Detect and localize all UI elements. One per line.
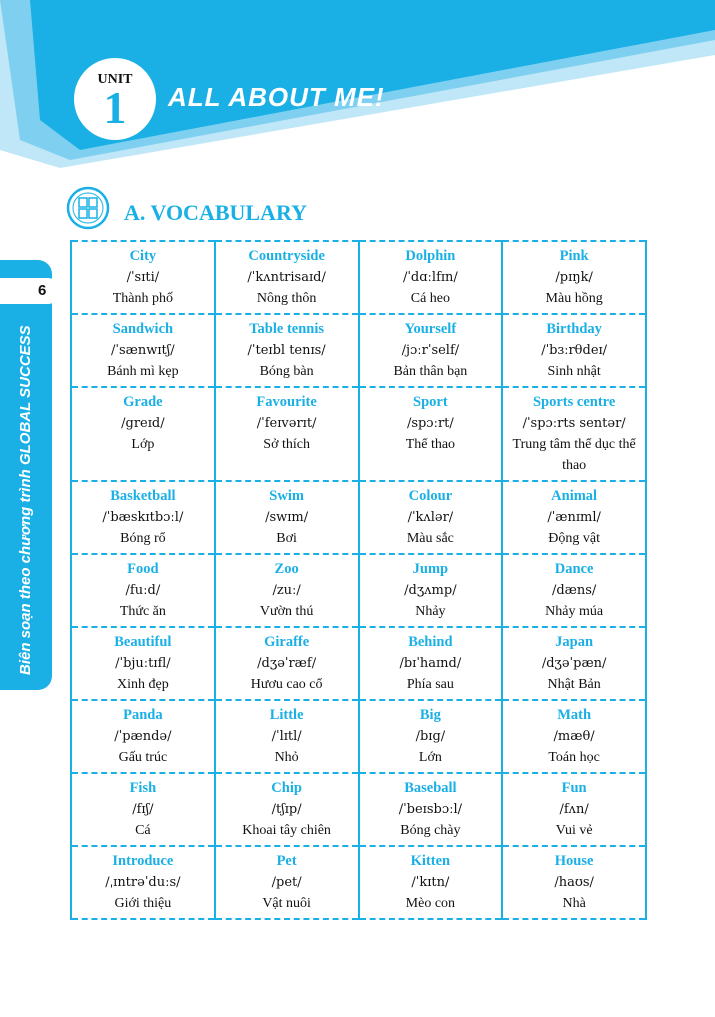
vocab-meaning: Phía sau xyxy=(406,677,454,692)
vocab-meaning: Xinh đẹp xyxy=(117,677,169,692)
vocab-ipa: /dæns/ xyxy=(551,583,597,598)
vocab-ipa: /ˈpændə/ xyxy=(114,729,172,744)
vocab-word: Giraffe xyxy=(264,634,310,650)
vocab-cell xyxy=(359,846,503,919)
vocab-cell xyxy=(215,481,359,554)
vocab-word: Introduce xyxy=(112,853,174,869)
vocab-word: House xyxy=(554,853,594,869)
vocab-ipa: /dʒʌmp/ xyxy=(404,583,457,598)
vocab-cell xyxy=(215,314,359,387)
vocab-ipa: /fʌn/ xyxy=(559,802,589,817)
vocab-ipa: /bɪg/ xyxy=(415,729,446,744)
vocab-meaning: Nông thôn xyxy=(256,291,317,306)
vocabulary-table-body xyxy=(71,241,646,919)
vocab-cell xyxy=(502,700,646,773)
vocab-cell xyxy=(71,314,215,387)
vocab-word: Math xyxy=(557,707,592,723)
vocab-word: Big xyxy=(419,707,441,723)
table-row xyxy=(71,700,646,773)
vocab-word: City xyxy=(129,248,157,264)
vocab-cell xyxy=(502,554,646,627)
vocab-cell xyxy=(502,773,646,846)
vocab-word: Food xyxy=(127,561,159,577)
vocab-word: Sandwich xyxy=(112,321,174,337)
vocab-word: Behind xyxy=(408,634,453,650)
vocab-word: Fun xyxy=(561,780,587,796)
table-row xyxy=(71,314,646,387)
vocab-meaning: Lớp xyxy=(131,437,155,452)
vocab-word: Animal xyxy=(551,488,598,504)
vocab-ipa: /pet/ xyxy=(271,875,302,890)
vocab-meaning: Nhật Bản xyxy=(547,677,601,692)
vocab-meaning: Hươu cao cổ xyxy=(250,677,323,692)
vocab-meaning: Vui vẻ xyxy=(555,823,593,838)
vocab-word: Dolphin xyxy=(405,248,456,264)
vocabulary-table xyxy=(70,240,647,920)
vocab-cell xyxy=(502,846,646,919)
table-row xyxy=(71,387,646,481)
vocab-word: Fish xyxy=(129,780,157,796)
vocab-meaning: Cá xyxy=(135,823,151,838)
vocab-cell xyxy=(215,627,359,700)
vocab-ipa: /zuː/ xyxy=(272,583,301,598)
vocab-ipa: /ˈsɪti/ xyxy=(126,270,160,285)
vocab-meaning: Màu hồng xyxy=(545,291,603,306)
vocab-word: Yourself xyxy=(404,321,457,337)
table-row xyxy=(71,554,646,627)
vocab-meaning: Màu sắc xyxy=(406,531,454,546)
vocab-meaning: Bánh mì kẹp xyxy=(107,364,179,379)
vocab-ipa: /swɪm/ xyxy=(265,510,309,525)
vocab-meaning: Nhà xyxy=(562,896,586,911)
vocab-cell xyxy=(71,387,215,481)
vocab-ipa: /dʒəˈpæn/ xyxy=(541,656,607,671)
vocab-word: Countryside xyxy=(248,248,325,264)
vocab-ipa: /ˈlɪtl/ xyxy=(271,729,302,744)
vocab-word: Pink xyxy=(559,248,589,264)
vocab-ipa: /ˈkʌntrisaɪd/ xyxy=(247,270,326,285)
vocab-ipa: /mæθ/ xyxy=(553,729,595,744)
page-number-box xyxy=(0,278,58,304)
vocab-meaning: Bản thân bạn xyxy=(393,364,468,379)
vocab-cell xyxy=(359,314,503,387)
vocab-meaning: Thức ăn xyxy=(119,604,166,619)
vocab-ipa: /ˈteɪbl tenɪs/ xyxy=(247,343,326,358)
vocab-cell xyxy=(71,846,215,919)
vocab-meaning: Sở thích xyxy=(263,437,310,452)
vocab-meaning: Vườn thú xyxy=(259,604,314,619)
vocab-ipa: /ˈbæskɪtbɔːl/ xyxy=(102,510,184,525)
vocab-ipa: /ˈbjuːtɪfl/ xyxy=(115,656,171,671)
vocab-word: Grade xyxy=(123,394,163,410)
vocab-cell xyxy=(71,241,215,314)
vocabulary-icon xyxy=(66,186,110,230)
book-title-vertical: Biên soạn theo chương trình GLOBAL SUCCESS xyxy=(17,325,34,675)
vocab-meaning: Bóng rổ xyxy=(120,531,166,546)
vocab-meaning: Nhảy xyxy=(415,604,446,619)
vocab-word: Sports centre xyxy=(532,394,616,410)
vocab-meaning: Toán học xyxy=(548,750,600,765)
vocab-cell xyxy=(215,700,359,773)
vocab-ipa: /dʒəˈræf/ xyxy=(257,656,317,671)
vocab-cell xyxy=(359,700,503,773)
vocab-ipa: /spɔːrt/ xyxy=(406,416,454,431)
vocab-ipa: /bɪˈhaɪnd/ xyxy=(399,656,462,671)
vocab-meaning: Gấu trúc xyxy=(118,750,168,765)
vocab-cell xyxy=(215,241,359,314)
vocab-ipa: /fɪʃ/ xyxy=(132,802,154,817)
table-row xyxy=(71,773,646,846)
vocab-cell xyxy=(71,554,215,627)
vocab-ipa: /ˈspɔːrts sentər/ xyxy=(522,416,626,431)
vocab-word: Birthday xyxy=(546,321,602,337)
vocab-ipa: /ˌɪntrəˈduːs/ xyxy=(105,875,181,890)
vocab-cell xyxy=(502,241,646,314)
vocab-cell xyxy=(71,700,215,773)
vocab-word: Pet xyxy=(276,853,297,869)
vocab-ipa: /greɪd/ xyxy=(121,416,165,431)
unit-title: ALL ABOUT ME! xyxy=(168,82,385,112)
vocab-word: Beautiful xyxy=(114,634,172,650)
vocab-word: Table tennis xyxy=(249,321,325,337)
vocab-word: Zoo xyxy=(274,561,299,577)
vocab-word: Swim xyxy=(269,488,304,504)
vocab-cell xyxy=(359,481,503,554)
vocab-meaning: Thể thao xyxy=(405,437,456,452)
table-row xyxy=(71,846,646,919)
unit-number: 1 xyxy=(103,82,127,133)
unit-badge xyxy=(74,58,156,140)
vocab-cell xyxy=(359,773,503,846)
vocab-cell xyxy=(71,773,215,846)
vocab-cell xyxy=(502,627,646,700)
vocab-word: Dance xyxy=(554,561,594,577)
vocab-ipa: /ˈfeɪvərɪt/ xyxy=(256,416,317,431)
vocab-ipa: /ˈbɜːrθdeɪ/ xyxy=(541,343,608,358)
vocab-cell xyxy=(359,241,503,314)
page-number: 6 xyxy=(38,282,47,299)
unit-label: UNIT xyxy=(97,72,133,87)
vocab-meaning: Cá heo xyxy=(410,291,450,306)
table-row xyxy=(71,481,646,554)
vocab-ipa: /ˈdɑːlfɪn/ xyxy=(402,270,458,285)
vocab-meaning: Lớn xyxy=(418,750,442,765)
vocab-ipa: /pɪŋk/ xyxy=(555,270,593,285)
table-row xyxy=(71,241,646,314)
vocab-meaning: Bơi xyxy=(276,531,297,546)
vocab-word: Sport xyxy=(413,394,448,410)
table-row xyxy=(71,627,646,700)
vocab-ipa: /jɔːrˈself/ xyxy=(401,343,460,358)
vocab-cell xyxy=(359,627,503,700)
vocab-meaning: Thành phố xyxy=(112,291,173,306)
vocab-word: Chip xyxy=(271,780,302,796)
vocab-word: Panda xyxy=(123,707,163,723)
vocab-ipa: /ˈkʌlər/ xyxy=(407,510,454,525)
vocab-word: Colour xyxy=(408,488,453,504)
vocab-cell xyxy=(359,554,503,627)
vocab-meaning: Bóng bàn xyxy=(259,364,314,379)
vocab-cell xyxy=(215,773,359,846)
vocab-ipa: /fuːd/ xyxy=(125,583,161,598)
vocab-meaning: Vật nuôi xyxy=(262,896,311,911)
vocab-word: Basketball xyxy=(110,488,176,504)
vocab-meaning: Động vật xyxy=(548,531,600,546)
vocab-meaning: Sinh nhật xyxy=(547,364,601,379)
vocab-cell xyxy=(71,481,215,554)
vocab-cell xyxy=(359,387,503,481)
vocab-word: Kitten xyxy=(410,853,451,869)
vocab-meaning: Khoai tây chiên xyxy=(242,823,331,838)
vocab-word: Little xyxy=(269,707,304,723)
vocab-meaning: Nhỏ xyxy=(274,750,299,765)
vocab-cell xyxy=(502,314,646,387)
vocab-meaning: Giới thiệu xyxy=(114,896,172,911)
vocab-meaning: Nhảy múa xyxy=(545,604,604,619)
vocab-ipa: /tʃɪp/ xyxy=(271,802,302,817)
vocab-ipa: /haʊs/ xyxy=(554,875,594,890)
vocab-word: Favourite xyxy=(256,394,317,410)
vocab-word: Baseball xyxy=(404,780,457,796)
vocab-cell xyxy=(215,846,359,919)
vocab-cell xyxy=(502,481,646,554)
vocab-meaning: Trung tâm thể dục thể thao xyxy=(512,437,636,473)
vocab-ipa: /ˈænɪml/ xyxy=(547,510,601,525)
vocab-meaning: Bóng chày xyxy=(400,823,461,838)
vocab-cell xyxy=(502,387,646,481)
vocab-word: Jump xyxy=(412,561,449,577)
vocab-meaning: Mèo con xyxy=(405,896,456,911)
vocab-cell xyxy=(215,387,359,481)
vocab-ipa: /ˈsænwɪtʃ/ xyxy=(111,343,175,358)
section-title: A. VOCABULARY xyxy=(124,200,307,225)
vocab-ipa: /ˈkɪtn/ xyxy=(411,875,450,890)
vocab-cell xyxy=(71,627,215,700)
vocab-word: Japan xyxy=(555,634,594,650)
vocab-ipa: /ˈbeɪsbɔːl/ xyxy=(398,802,463,817)
vocab-cell xyxy=(215,554,359,627)
